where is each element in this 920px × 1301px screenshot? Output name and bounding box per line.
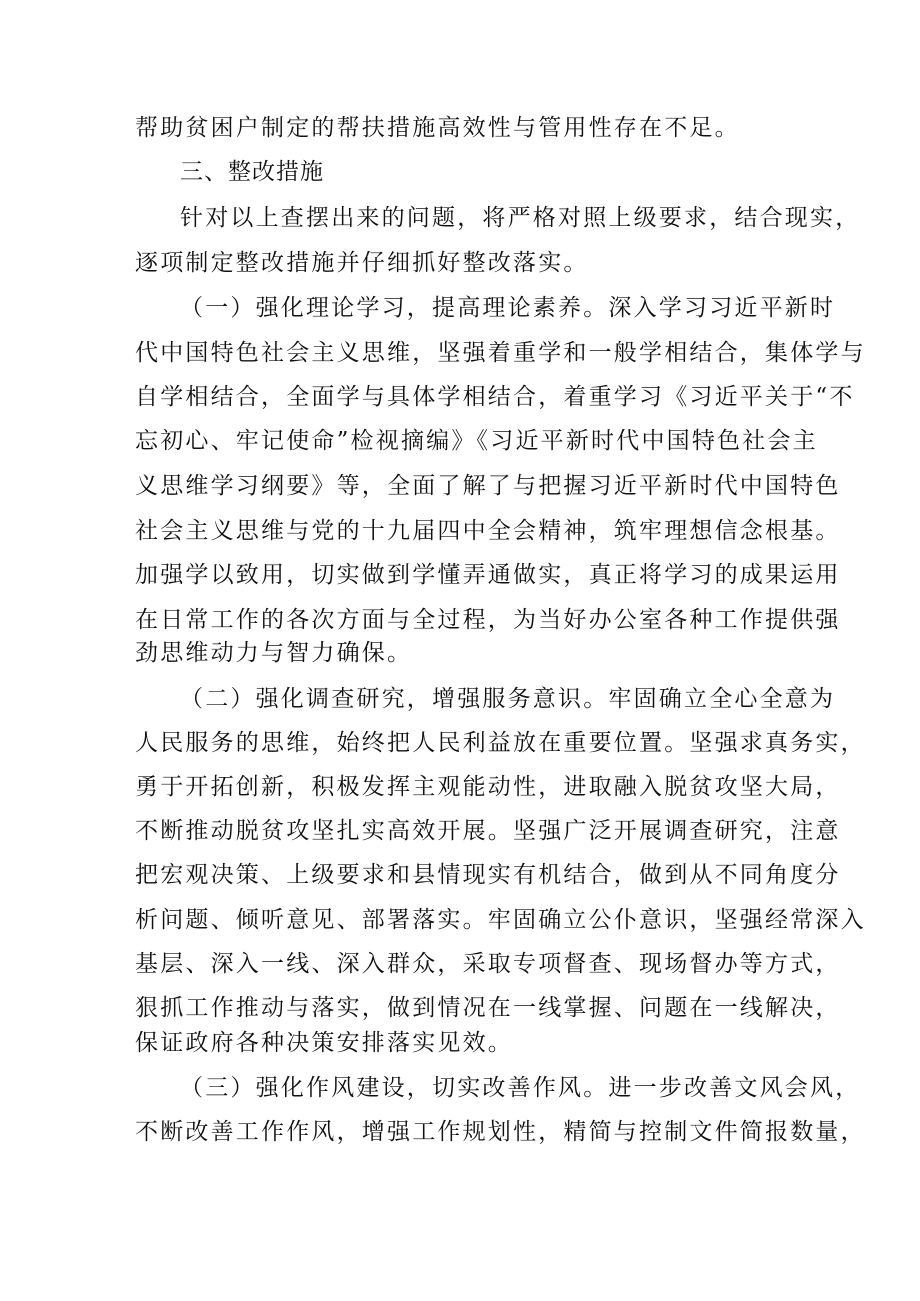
paragraph-1-line-6: 社会主义思维与党的十九届四中全会精神，筑牢理想信念根基。 xyxy=(135,518,841,544)
text-line-1: 帮助贫困户制定的帮扶措施高效性与管用性存在不足。 xyxy=(135,115,740,141)
paragraph-2-line-1: （二）强化调查研究，增强服务意识。牢固确立全心全意为 xyxy=(180,686,836,712)
paragraph-1-line-9: 劲思维动力与智力确保。 xyxy=(135,640,413,666)
paragraph-1-line-7: 加强学以致用，切实做到学懂弄通做实，真正将学习的成果运用 xyxy=(135,562,841,588)
paragraph-1-line-5: 义思维学习纲要》等，全面了解了与把握习近平新时代中国特色 xyxy=(135,473,841,499)
text-line-4: 逐项制定整改措施并仔细抓好整改落实。 xyxy=(135,250,589,276)
paragraph-2-line-9: 保证政府各种决策安排落实见效。 xyxy=(135,1030,513,1056)
paragraph-1-line-8: 在日常工作的各次方面与全过程，为当好办公室各种工作提供强 xyxy=(135,607,841,633)
paragraph-3-line-2: 不断改善工作作风，增强工作规划性，精简与控制文件简报数量， xyxy=(135,1119,866,1145)
paragraph-2-line-6: 析问题、倾听意见、部署落实。牢固确立公仆意识，坚强经常深入 xyxy=(135,907,866,933)
section-heading: 三、整改措施 xyxy=(180,159,324,185)
paragraph-2-line-8: 狠抓工作推动与落实，做到情况在一线掌握、问题在一线解决， xyxy=(135,995,841,1021)
text-line-3: 针对以上查摆出来的问题，将严格对照上级要求，结合现实， xyxy=(180,205,861,231)
paragraph-3-line-1: （三）强化作风建设，切实改善作风。进一步改善文风会风， xyxy=(180,1075,861,1101)
paragraph-1-line-4: 忘初心、牢记使命”检视摘编》《习近平新时代中国特色社会主 xyxy=(135,428,818,454)
paragraph-2-line-7: 基层、深入一线、深入群众，采取专项督查、现场督办等方式， xyxy=(135,951,841,977)
paragraph-2-line-4: 不断推动脱贫攻坚扎实高效开展。坚强广泛开展调查研究，注意 xyxy=(135,818,841,844)
paragraph-1-line-2: 代中国特色社会主义思维，坚强着重学和一般学相结合，集体学与 xyxy=(135,340,866,366)
paragraph-1-line-1: （一）强化理论学习，提高理论素养。深入学习习近平新时 xyxy=(180,295,836,321)
paragraph-2-line-2: 人民服务的思维，始终把人民利益放在重要位置。坚强求真务实， xyxy=(135,730,866,756)
paragraph-1-line-3: 自学相结合，全面学与具体学相结合，着重学习《习近平关于“不 xyxy=(135,384,855,410)
paragraph-2-line-5: 把宏观决策、上级要求和县情现实有机结合，做到从不同角度分 xyxy=(135,862,841,888)
paragraph-2-line-3: 勇于开拓创新，积极发挥主观能动性，进取融入脱贫攻坚大局， xyxy=(135,774,841,800)
